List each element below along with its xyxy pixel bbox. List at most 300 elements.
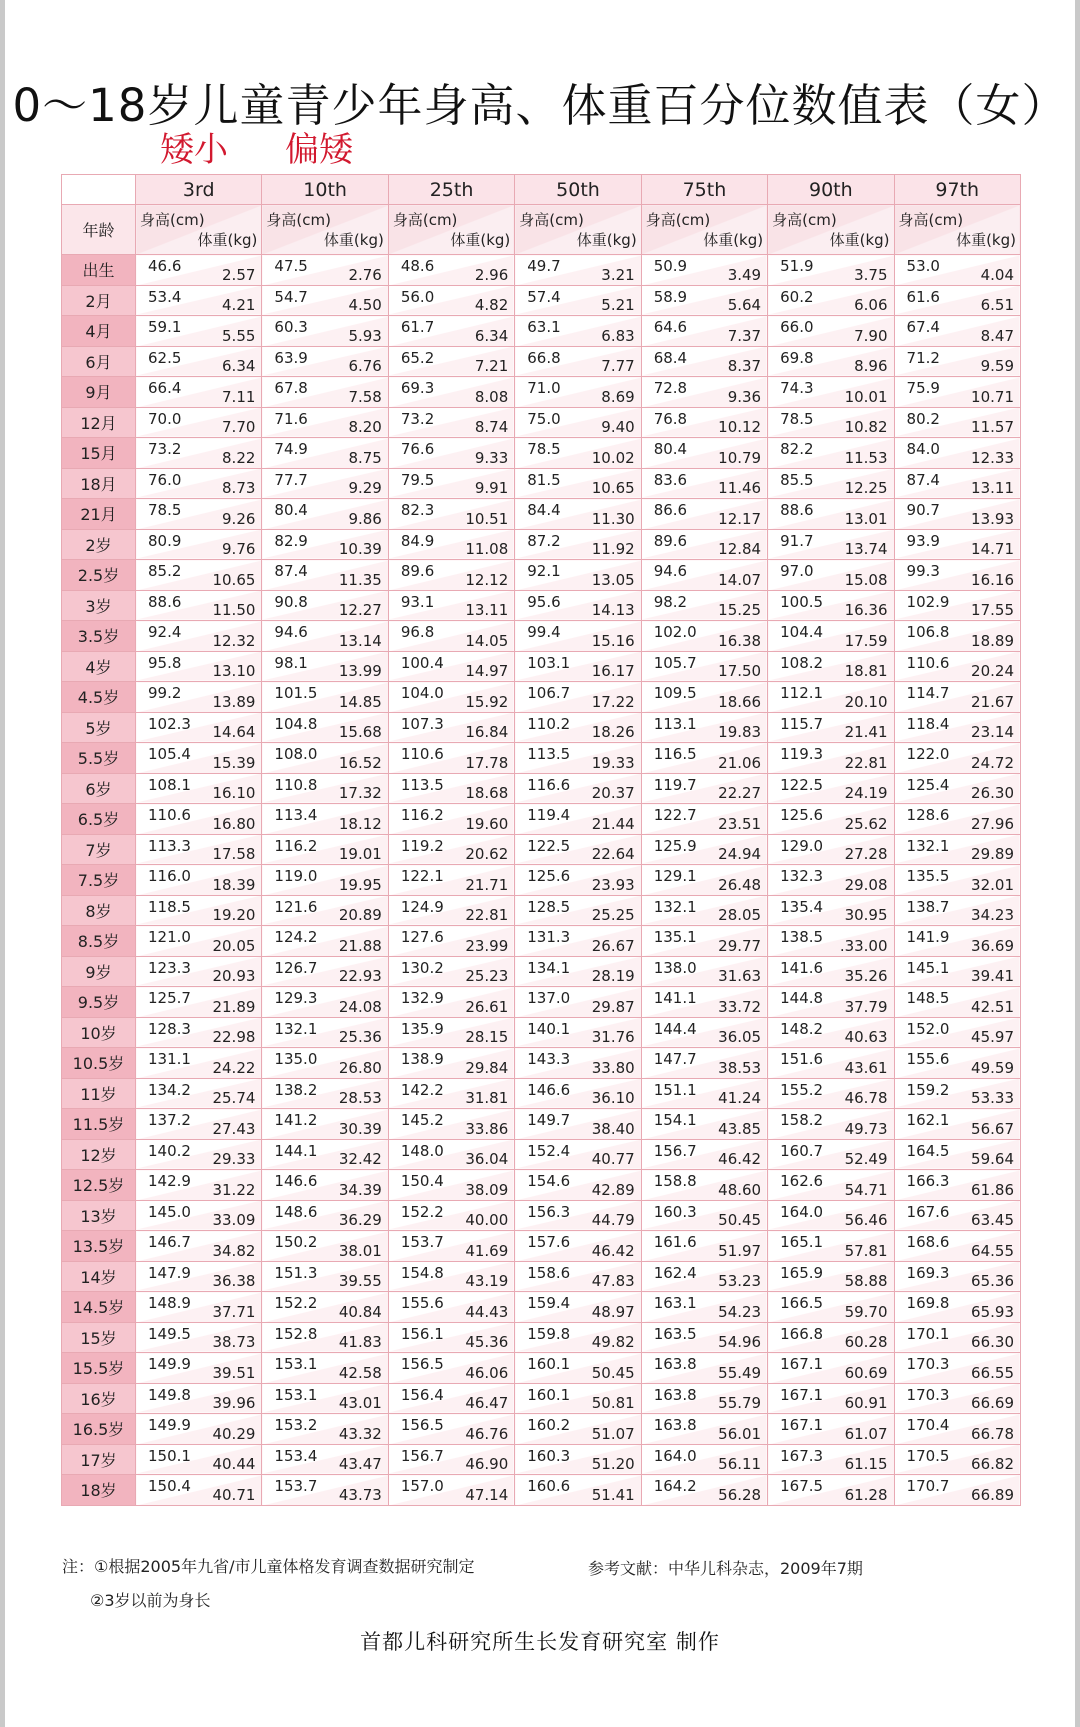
weight-value: 26.30 [971,784,1014,802]
table-row [62,682,1021,713]
value-cell [768,590,894,621]
weight-value: 61.07 [844,1424,888,1443]
height-value: 147.7 [653,1050,697,1068]
weight-value: 50.45 [718,1211,762,1229]
weight-value: 21.89 [212,997,256,1016]
height-value: 116.6 [527,775,571,794]
value-cell [768,255,894,286]
height-value: 126.7 [274,958,318,977]
height-value: 165.9 [780,1263,824,1282]
age-cell: 8岁 [62,895,136,926]
weight-value: 51.20 [591,1455,635,1473]
value-cell [388,1322,514,1353]
weight-value: 26.67 [591,936,635,955]
value-cell [515,682,641,713]
age-cell: 15月 [62,438,136,469]
weight-value: 24.19 [844,784,888,802]
weight-value: 39.96 [212,1394,256,1412]
value-cell [894,377,1020,408]
weight-value: 12.32 [212,631,256,650]
value-cell [136,590,262,621]
note-1: 注：①根据2005年九省/市儿童体格发育调查数据研究制定 [62,1557,475,1576]
weight-value: 38.01 [338,1241,382,1260]
weight-value: 36.10 [591,1089,635,1107]
height-value: 148.9 [148,1294,191,1312]
weight-value: 8.47 [980,326,1014,345]
value-cell [262,590,388,621]
height-value: 153.7 [400,1233,444,1251]
height-value: 93.9 [906,531,940,550]
height-value: 50.9 [653,257,688,275]
value-cell [641,621,767,652]
height-value: 63.1 [527,318,561,336]
weight-value: 3.75 [854,265,888,284]
height-value: 48.6 [400,257,435,275]
value-cell [641,1078,767,1109]
age-column-header: 年龄 [62,205,136,255]
height-value: 47.5 [274,257,308,275]
value-cell [515,346,641,377]
value-cell [388,377,514,408]
height-value: 131.1 [148,1050,191,1068]
height-value: 78.5 [780,409,814,428]
weight-value: 9.86 [348,509,382,528]
weight-value: 6.34 [474,326,509,345]
weight-value: 28.53 [338,1089,382,1107]
value-cell [262,1048,388,1079]
value-cell [641,895,767,926]
age-cell: 7岁 [62,834,136,865]
value-cell [641,1444,767,1475]
height-value: 119.7 [653,775,697,794]
weight-value: 7.21 [474,357,509,375]
weight-value: 37.79 [844,997,888,1016]
height-value: 58.9 [653,287,688,306]
weight-value: 58.88 [844,1272,888,1290]
weight-value: 17.58 [212,845,256,863]
weight-value: 29.77 [718,936,762,955]
height-value: 108.0 [274,745,318,763]
weight-value: 19.60 [465,814,509,833]
value-cell [894,926,1020,957]
height-value: 124.2 [274,928,318,946]
weight-value: 4.21 [222,296,256,314]
value-cell [388,621,514,652]
value-cell [641,346,767,377]
value-cell [262,1200,388,1231]
table-row [62,1475,1021,1506]
weight-value: 45.36 [465,1333,509,1351]
value-cell [136,956,262,987]
weight-value: 18.81 [844,662,888,680]
weight-value: 36.04 [465,1150,509,1168]
height-value: 155.6 [906,1050,950,1068]
value-cell [768,1017,894,1048]
age-cell: 18月 [62,468,136,499]
weight-value: 13.74 [844,540,888,558]
height-value: 152.4 [527,1141,571,1160]
value-cell [388,1017,514,1048]
weight-value: 9.26 [222,509,256,528]
value-cell [768,1475,894,1506]
weight-value: 66.30 [971,1333,1014,1351]
height-value: 97.0 [780,562,814,580]
height-value: 89.6 [400,562,435,580]
value-cell [641,804,767,835]
weight-value: 51.97 [718,1241,762,1260]
height-value: 90.7 [906,501,940,519]
height-value: 169.8 [906,1294,950,1312]
value-cell [894,468,1020,499]
height-value: 104.8 [274,714,318,733]
weight-value: 23.93 [591,875,635,894]
value-cell [768,1292,894,1323]
value-cell [641,1231,767,1262]
height-value: 68.4 [653,348,688,367]
height-value: 144.8 [780,989,824,1007]
weight-value: 61.15 [844,1455,888,1473]
value-cell [388,1078,514,1109]
height-value: 119.4 [527,806,571,824]
value-cell [262,1139,388,1170]
height-value: 73.2 [148,440,182,458]
value-cell [768,560,894,591]
weight-value: 7.70 [222,418,256,436]
height-value: 80.4 [274,501,308,519]
value-cell [894,1444,1020,1475]
weight-value: 11.92 [591,540,635,558]
weight-value: 55.49 [718,1363,762,1382]
weight-value: 18.12 [338,814,382,833]
value-cell [641,560,767,591]
height-value: 147.9 [148,1263,191,1282]
weight-value: 66.55 [971,1363,1014,1382]
value-cell [768,682,894,713]
weight-value: 10.82 [844,418,888,436]
table-row [62,377,1021,408]
height-value: 134.1 [527,958,571,977]
height-value: 113.4 [274,806,318,824]
height-value: 160.6 [527,1477,571,1495]
age-cell: 10岁 [62,1017,136,1048]
value-cell [136,346,262,377]
value-cell [388,438,514,469]
weight-value: 29.87 [591,997,635,1016]
value-cell [894,1322,1020,1353]
weight-value: 54.23 [718,1302,762,1321]
value-cell [641,1261,767,1292]
value-cell [768,956,894,987]
value-cell [388,285,514,316]
height-value: 49.7 [527,257,561,275]
weight-value: 5.55 [222,326,256,345]
height-value: 144.4 [653,1019,697,1038]
measure-header-cell [262,205,388,255]
height-value: 159.8 [527,1324,571,1343]
age-cell: 9岁 [62,956,136,987]
height-value: 54.7 [274,287,308,306]
weight-value: 36.38 [212,1272,256,1290]
height-value: 155.6 [400,1294,444,1312]
value-cell [262,895,388,926]
weight-value: 14.97 [465,662,509,680]
value-cell [641,1414,767,1445]
weight-value: 3.21 [601,265,635,284]
weight-value: 49.73 [844,1119,888,1138]
value-cell [768,346,894,377]
height-value: 125.7 [148,989,191,1007]
table-row [62,926,1021,957]
height-value: 102.3 [148,714,191,733]
weight-value: 64.55 [971,1241,1014,1260]
weight-value: .33.00 [839,936,888,955]
height-value: 154.8 [400,1263,444,1282]
value-cell [515,743,641,774]
value-cell [136,560,262,591]
value-cell [641,682,767,713]
height-value: 135.9 [400,1019,444,1038]
height-value: 156.7 [653,1141,697,1160]
height-value: 165.1 [780,1233,824,1251]
table-row [62,834,1021,865]
value-cell [641,1139,767,1170]
value-cell [388,1048,514,1079]
value-cell [515,834,641,865]
height-value: 135.0 [274,1050,318,1068]
height-label: 身高(cm) [392,211,458,229]
value-cell [894,1170,1020,1201]
height-value: 150.4 [148,1477,191,1495]
weight-value: 9.33 [474,448,509,467]
weight-value: 46.06 [465,1363,509,1382]
weight-value: 40.71 [212,1485,256,1504]
value-cell [388,1109,514,1140]
value-cell [515,926,641,957]
weight-value: 30.39 [338,1119,382,1138]
value-cell [515,621,641,652]
weight-value: 8.96 [854,357,888,375]
value-cell [768,1414,894,1445]
height-value: 99.3 [906,562,940,580]
value-cell [641,773,767,804]
height-value: 151.6 [780,1050,824,1068]
value-cell [388,316,514,347]
value-cell [136,1078,262,1109]
weight-value: 16.36 [844,601,888,619]
height-value: 66.4 [148,379,182,397]
value-cell [262,956,388,987]
value-cell [388,255,514,286]
age-cell: 14岁 [62,1261,136,1292]
height-value: 85.5 [780,470,814,489]
weight-value: 49.59 [971,1058,1014,1077]
height-value: 155.2 [780,1080,824,1099]
weight-value: 46.90 [465,1455,509,1473]
percentile-header-50th: 50th [515,175,641,205]
value-cell [136,1475,262,1506]
weight-value: 16.84 [465,723,509,741]
table-row [62,1017,1021,1048]
measure-header-cell [768,205,894,255]
table-row [62,956,1021,987]
value-cell [515,285,641,316]
weight-value: 11.50 [212,601,256,619]
height-value: 157.6 [527,1233,571,1251]
table-row [62,895,1021,926]
weight-value: 15.39 [212,753,256,772]
table-row [62,438,1021,469]
height-value: 84.0 [906,440,940,458]
height-value: 57.4 [527,287,561,306]
height-value: 92.1 [527,562,561,580]
height-value: 170.4 [906,1416,950,1434]
weight-value: 10.51 [465,509,509,528]
age-cell: 17岁 [62,1444,136,1475]
height-value: 148.0 [400,1141,444,1160]
weight-value: 8.73 [222,479,256,497]
weight-value: 43.47 [338,1455,382,1473]
weight-label: 体重(kg) [576,231,637,249]
height-value: 69.8 [780,348,814,367]
weight-value: 7.37 [727,326,762,345]
value-cell [262,529,388,560]
height-value: 98.2 [653,592,688,611]
age-cell: 6月 [62,346,136,377]
height-value: 151.3 [274,1263,318,1282]
weight-value: 11.08 [465,540,509,558]
height-value: 66.8 [527,348,561,367]
height-value: 71.2 [906,348,940,367]
weight-value: 12.17 [718,509,762,528]
weight-value: 34.39 [338,1180,382,1199]
height-value: 141.1 [653,989,697,1007]
value-cell [894,773,1020,804]
height-value: 87.2 [527,531,561,550]
table-row [62,804,1021,835]
weight-value: 42.51 [971,997,1014,1016]
weight-value: 11.53 [844,448,888,467]
height-value: 119.3 [780,745,824,763]
weight-value: 30.95 [844,906,888,924]
weight-value: 21.44 [591,814,635,833]
value-cell [515,651,641,682]
value-cell [894,1109,1020,1140]
table-row [62,1048,1021,1079]
height-value: 130.2 [400,958,444,977]
height-value: 134.2 [148,1080,191,1099]
value-cell [768,377,894,408]
height-value: 79.5 [400,470,435,489]
weight-value: 10.71 [971,387,1014,406]
value-cell [515,1139,641,1170]
height-value: 64.6 [653,318,688,336]
weight-value: 46.47 [465,1394,509,1412]
value-cell [515,529,641,560]
weight-value: 15.92 [465,692,509,711]
weight-value: 47.14 [465,1485,509,1504]
table-row [62,316,1021,347]
weight-value: 43.32 [338,1424,382,1443]
height-value: 89.6 [653,531,688,550]
value-cell [388,956,514,987]
weight-value: 6.34 [222,357,256,375]
weight-value: 40.77 [591,1150,635,1168]
weight-value: 40.44 [212,1455,256,1473]
height-value: 53.4 [148,287,182,306]
value-cell [641,499,767,530]
height-value: 85.2 [148,562,182,580]
height-value: 132.1 [274,1019,318,1038]
value-cell [894,1017,1020,1048]
weight-value: 10.02 [591,448,635,467]
weight-value: 66.78 [971,1424,1014,1443]
value-cell [515,407,641,438]
value-cell [768,865,894,896]
weight-value: 20.93 [212,967,256,985]
height-value: 163.8 [653,1355,697,1373]
age-cell: 4.5岁 [62,682,136,713]
value-cell [768,651,894,682]
value-cell [388,499,514,530]
height-value: 137.2 [148,1111,191,1129]
value-cell [136,1414,262,1445]
height-value: 116.2 [274,836,318,855]
table-row [62,1109,1021,1140]
height-value: 149.5 [148,1324,191,1343]
height-value: 80.9 [148,531,182,550]
height-value: 152.2 [274,1294,318,1312]
weight-value: 49.82 [591,1333,635,1351]
value-cell [894,407,1020,438]
weight-value: 27.43 [212,1119,256,1138]
weight-value: 50.81 [591,1394,635,1412]
height-value: 84.9 [400,531,435,550]
height-value: 110.6 [148,806,191,824]
value-cell [262,1231,388,1262]
height-value: 125.4 [906,775,950,794]
weight-value: 60.91 [844,1394,888,1412]
height-value: 160.1 [527,1385,571,1404]
height-value: 106.8 [906,623,950,641]
value-cell [641,255,767,286]
value-cell [641,712,767,743]
measure-header-cell [388,205,514,255]
value-cell [388,651,514,682]
height-value: 166.5 [780,1294,824,1312]
value-cell [641,743,767,774]
value-cell [515,1414,641,1445]
height-value: 158.2 [780,1111,824,1129]
table-row [62,1444,1021,1475]
height-value: 166.8 [780,1324,824,1343]
weight-value: 12.12 [465,570,509,589]
value-cell [515,1078,641,1109]
age-cell: 14.5岁 [62,1292,136,1323]
weight-value: 8.75 [348,448,382,467]
weight-value: 60.28 [844,1333,888,1351]
value-cell [136,1139,262,1170]
value-cell [388,865,514,896]
value-cell [262,926,388,957]
weight-value: 33.86 [465,1119,509,1138]
value-cell [894,529,1020,560]
height-value: 129.0 [780,836,824,855]
weight-value: 17.22 [591,692,635,711]
percentile-header-10th: 10th [262,175,388,205]
age-cell: 2.5岁 [62,560,136,591]
height-label: 身高(cm) [772,211,837,229]
value-cell [262,804,388,835]
